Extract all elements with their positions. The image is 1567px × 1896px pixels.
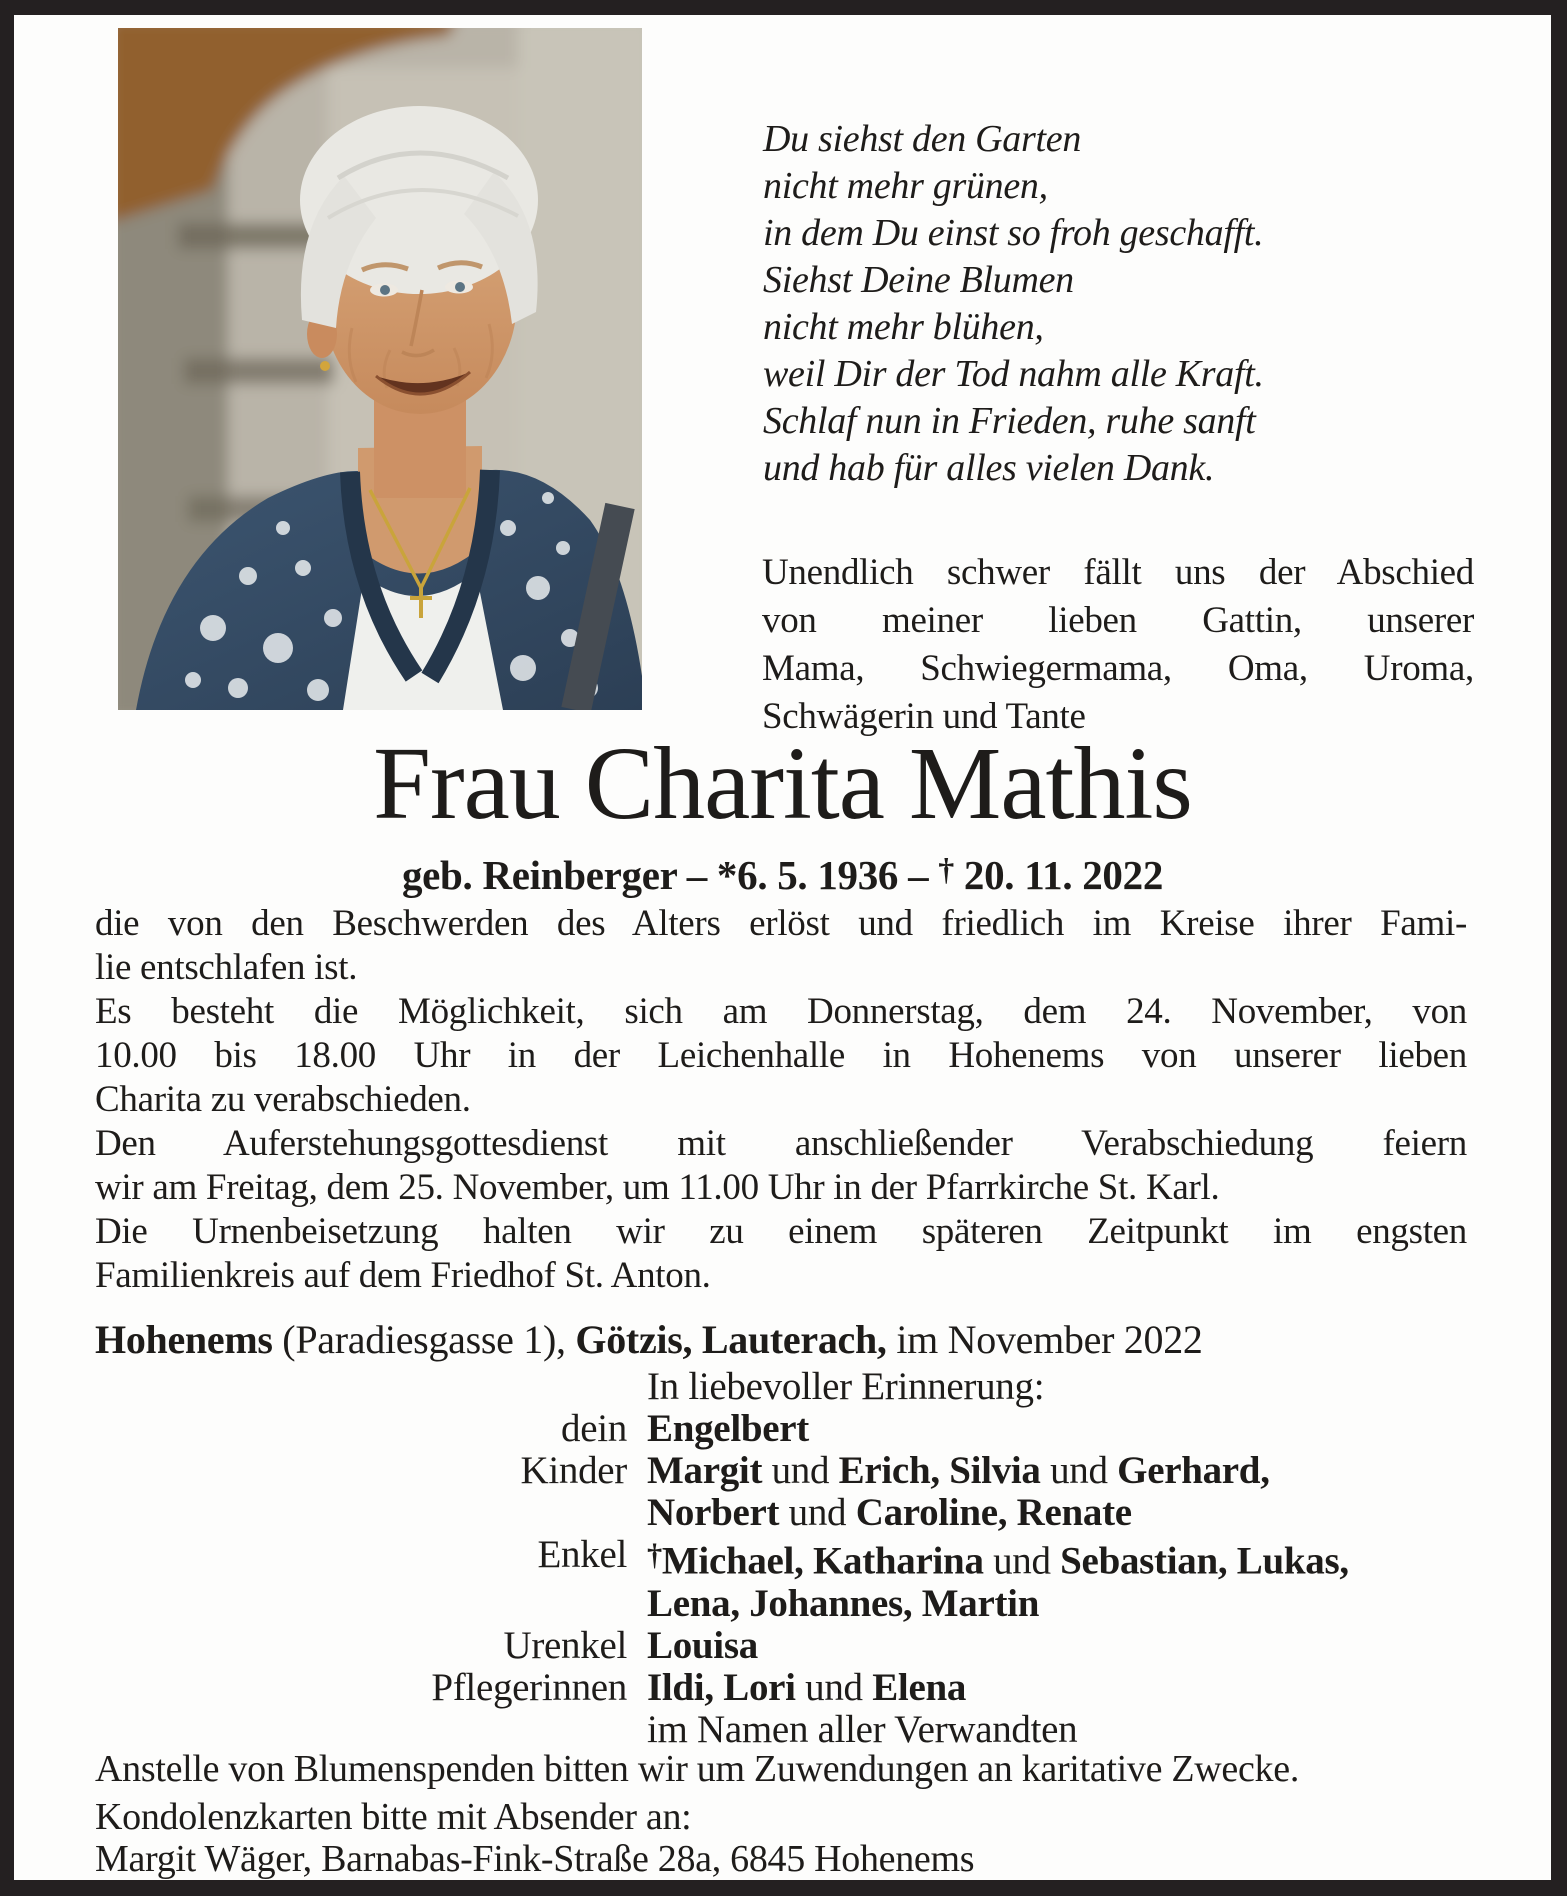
family-row-husband — [95, 1408, 1475, 1450]
text-line: 10.00 bis 18.00 Uhr in der Leichenhalle in Hohenems von unserer lieben — [95, 1035, 1467, 1076]
poem-line: nicht mehr blühen, — [763, 306, 1044, 348]
text-line: Schwägerin und Tante — [762, 696, 1086, 737]
text-part: und — [1040, 1449, 1118, 1492]
family-list — [95, 1366, 1475, 1751]
text-part: Götzis, Lauterach, — [575, 1317, 887, 1362]
text-part: im Namen aller Verwandten — [647, 1707, 1078, 1751]
text-part: † — [647, 1538, 662, 1572]
text-part: und — [795, 1665, 873, 1709]
text-line: von meiner lieben Gattin, unserer — [762, 600, 1474, 641]
text-part: 6. 5. 1936 — [737, 852, 899, 898]
text-part: † — [938, 852, 954, 888]
text-line: Es besteht die Möglichkeit, sich am Donnerstag, dem 24. November, von — [95, 991, 1467, 1032]
family-names — [647, 1534, 1475, 1583]
condolence-note: Kondolenzkarten bitte mit Absender an: — [95, 1796, 692, 1838]
poem-line: weil Dir der Tod nahm alle Kraft. — [763, 353, 1264, 395]
family-names — [647, 1667, 1475, 1709]
poem-line: nicht mehr grünen, — [763, 165, 1048, 207]
family-label — [95, 1366, 627, 1408]
text-part: Sebastian, Lukas, — [1060, 1539, 1349, 1583]
family-names — [647, 1709, 1475, 1751]
text-part: Louisa — [647, 1623, 758, 1667]
poem-line: in dem Du einst so froh geschafft. — [763, 212, 1264, 254]
family-row-caregivers — [95, 1667, 1475, 1709]
text-part: 20. 11. 2022 — [953, 852, 1164, 898]
deceased-name: Frau Charita Mathis — [373, 726, 1192, 841]
poem-line: und hab für alles vielen Dank. — [763, 447, 1215, 489]
family-heading — [647, 1366, 1475, 1408]
farewell-intro — [762, 549, 1474, 741]
family-label: Pflegerinnen — [431, 1665, 627, 1709]
portrait-illustration — [118, 28, 642, 710]
text-part: Norbert — [647, 1491, 780, 1534]
text-line: Den Auferstehungsgottesdienst mit anschließender Verabschiedung feiern — [95, 1123, 1467, 1164]
memorial-poem — [763, 116, 1473, 492]
family-names — [647, 1408, 1475, 1450]
family-label: Urenkel — [503, 1623, 627, 1667]
family-label: dein — [561, 1407, 627, 1450]
text-part: – — [676, 852, 717, 898]
family-label: Enkel — [537, 1533, 627, 1576]
text-part: In liebevoller Erinnerung: — [647, 1365, 1045, 1408]
family-names — [647, 1450, 1475, 1492]
text-line: Die Urnenbeisetzung halten wir zu einem späteren Zeitpunkt im engsten — [95, 1211, 1467, 1252]
family-label — [95, 1709, 627, 1751]
text-part: Elena — [872, 1665, 967, 1709]
poem-line: Du siehst den Garten — [763, 118, 1082, 160]
family-row-children — [95, 1450, 1475, 1534]
text-part: – — [898, 852, 939, 898]
condolence-address: Margit Wäger, Barnabas-Fink-Straße 28a, 6845 Hohenems — [95, 1838, 975, 1880]
text-line: Mama, Schwiegermama, Oma, Uroma, — [762, 648, 1474, 689]
family-row-greatgrandchild — [95, 1625, 1475, 1667]
family-names — [647, 1492, 1475, 1534]
family-row-relatives — [95, 1709, 1475, 1751]
text-part: Caroline, Renate — [855, 1491, 1132, 1534]
text-part: Erich, Silvia — [838, 1449, 1041, 1492]
family-label: Kinder — [520, 1449, 627, 1492]
text-part: Ildi, Lori — [647, 1665, 796, 1709]
family-names — [647, 1625, 1475, 1667]
family-heading-row — [95, 1366, 1475, 1408]
text-part: Lena, Johannes, Martin — [647, 1581, 1040, 1625]
text-part: Hohenems — [95, 1317, 273, 1362]
poem-line: Siehst Deine Blumen — [763, 259, 1074, 301]
family-names — [647, 1583, 1475, 1625]
text-line: wir am Freitag, dem 25. November, um 11.00 Uhr in der Pfarrkirche St. Karl. — [95, 1167, 1220, 1208]
text-line: die von den Beschwerden des Alters erlöst und friedlich im Kreise ihrer Fami- — [95, 903, 1467, 944]
poem-line: Schlaf nun in Frieden, ruhe sanft — [763, 400, 1256, 442]
text-part: Michael, Katharina — [661, 1539, 984, 1583]
text-part: (Paradiesgasse 1), — [272, 1317, 576, 1362]
text-part: * — [716, 852, 738, 898]
location-line — [95, 1316, 1475, 1363]
announcement-text — [95, 902, 1467, 1298]
text-line: lie entschlafen ist. — [95, 947, 358, 988]
text-part: und — [983, 1539, 1061, 1583]
text-part: geb. Reinberger — [401, 852, 677, 898]
text-part: Gerhard, — [1117, 1449, 1270, 1492]
text-part: im November 2022 — [886, 1317, 1203, 1362]
donation-note: Anstelle von Blumenspenden bitten wir um Zuwendungen an karitative Zwecke. — [95, 1748, 1300, 1790]
footer-notes — [95, 1748, 1495, 1880]
text-part: Engelbert — [647, 1407, 809, 1450]
text-line: Familienkreis auf dem Friedhof St. Anton. — [95, 1255, 711, 1296]
text-part: und — [779, 1491, 856, 1534]
family-row-grandchildren — [95, 1534, 1475, 1625]
life-dates — [14, 851, 1551, 899]
text-part: und — [762, 1449, 839, 1492]
text-line: Charita zu verabschieden. — [95, 1079, 471, 1120]
text-line: Unendlich schwer fällt uns der Abschied — [762, 552, 1474, 593]
portrait-photo — [118, 28, 642, 710]
text-part: Margit — [647, 1449, 763, 1492]
